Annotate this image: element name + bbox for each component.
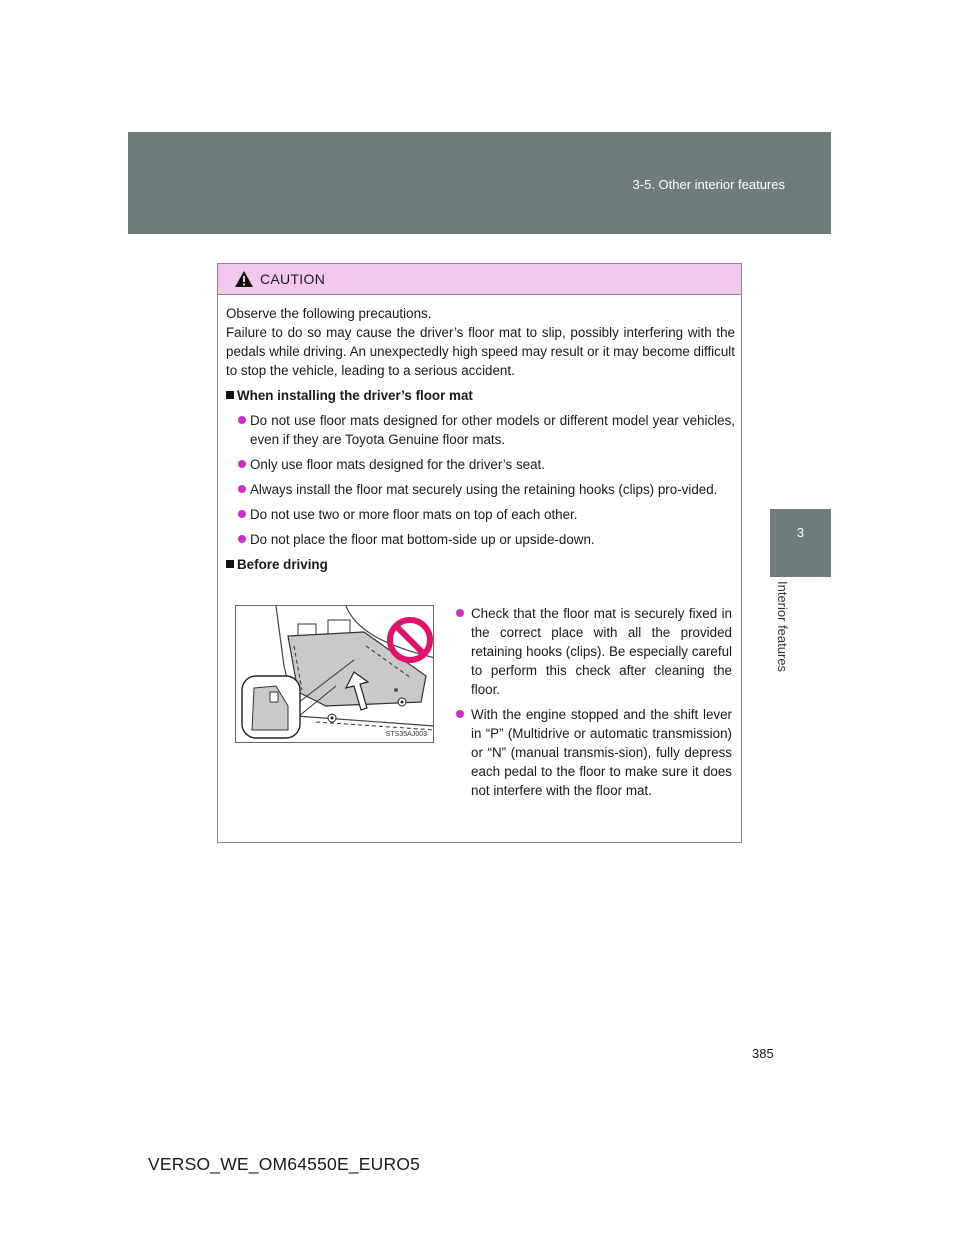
round-bullet-icon	[238, 485, 246, 493]
list-item: Do not use two or more floor mats on top of each other.	[226, 505, 735, 524]
caution-header	[218, 264, 741, 295]
section-heading-driving: Before driving	[226, 555, 735, 574]
intro-paragraph: Failure to do so may cause the driver’s floor mat to slip, possibly interfering with the pedals while driving. An unexpectedly high speed may result or it may become difficult to stop the vehicle, leading to a serious accident.	[226, 325, 735, 378]
before-driving-list	[452, 604, 732, 806]
list-item: Do not place the floor mat bottom-side up or upside-down.	[226, 530, 735, 549]
floor-mat-illustration	[235, 605, 434, 743]
list-item: Always install the floor mat securely using the retaining hooks (clips) pro-vided.	[226, 480, 735, 499]
chapter-number: 3	[796, 525, 805, 540]
caution-title: CAUTION	[260, 271, 326, 287]
round-bullet-icon	[238, 460, 246, 468]
list-item: Do not use floor mats designed for other models or different model year vehicles, even if they are Toyota Genuine floor mats.	[226, 411, 735, 449]
round-bullet-icon	[238, 510, 246, 518]
chapter-tab	[770, 509, 831, 577]
round-bullet-icon	[238, 416, 246, 424]
illustration-code: STS35AJ003	[385, 731, 427, 738]
page-number: 385	[752, 1046, 774, 1061]
caution-content	[226, 304, 735, 574]
intro-line: Observe the following precautions.	[226, 306, 432, 321]
warning-triangle-icon	[234, 270, 254, 288]
square-bullet-icon	[226, 391, 234, 399]
round-bullet-icon	[238, 535, 246, 543]
chapter-label: Interior features	[775, 581, 790, 673]
list-item: Check that the floor mat is securely fixed in the correct place with all the provided retaining hooks (clips). Be especially careful to perform this check after cleaning the floor.	[452, 604, 732, 699]
list-item: Only use floor mats designed for the driver’s seat.	[226, 455, 735, 474]
round-bullet-icon	[456, 609, 464, 617]
floor-mat-drawing	[236, 606, 434, 743]
section-header-bar	[128, 132, 831, 234]
round-bullet-icon	[456, 710, 464, 718]
list-item: With the engine stopped and the shift lever in “P” (Multidrive or automatic transmission) or “N” (manual transmis-sion), fully depress each pedal to the floor to make sure it does not interfere with the floor mat.	[452, 705, 732, 800]
section-title: 3-5. Other interior features	[632, 177, 785, 192]
section-heading-installing: When installing the driver’s floor mat	[226, 386, 735, 405]
document-code: VERSO_WE_OM64550E_EURO5	[148, 1154, 421, 1174]
chapter-label-container	[775, 581, 800, 691]
square-bullet-icon	[226, 560, 234, 568]
